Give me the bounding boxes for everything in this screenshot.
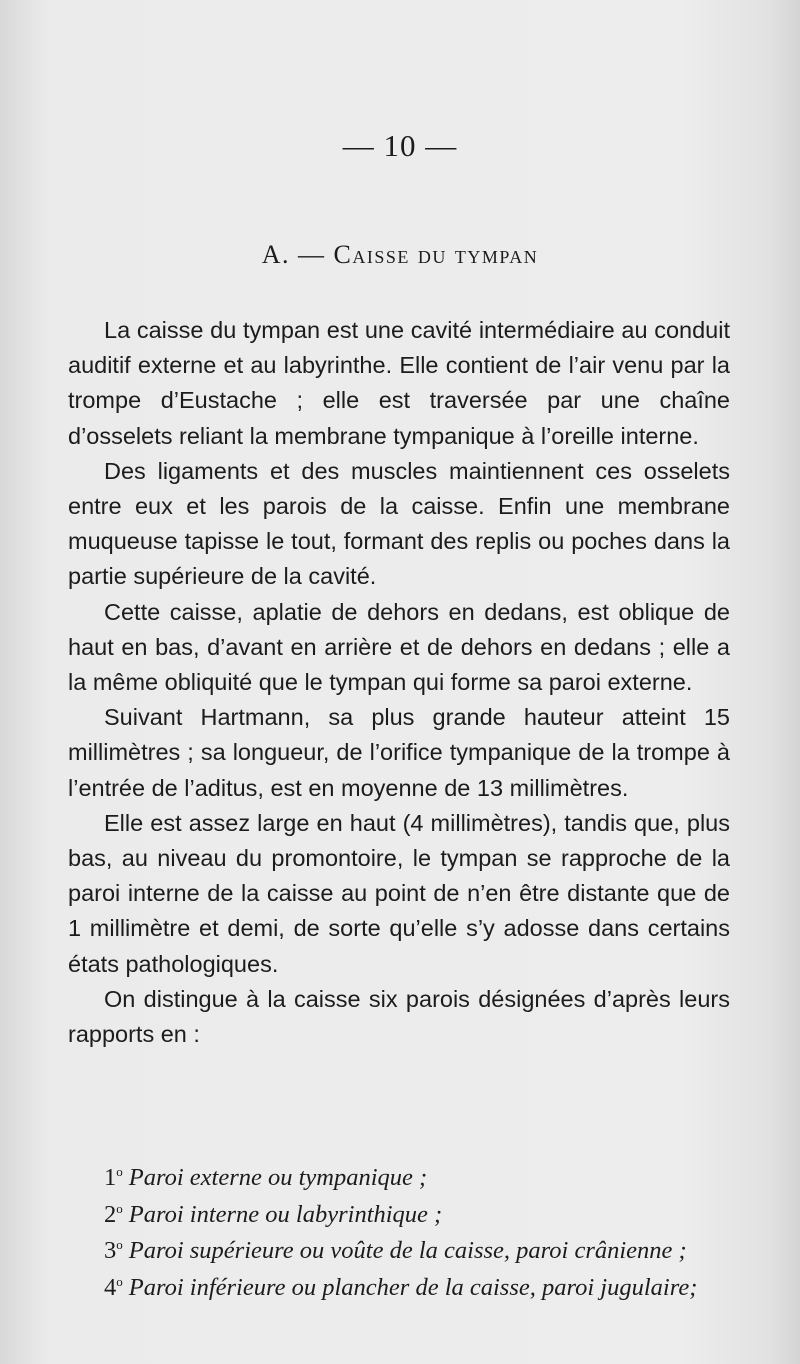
list-item-number: 4$^o$ xyxy=(104,1273,123,1301)
paragraph: La caisse du tympan est une cavité intermédiaire au conduit auditif externe et au labyrinthe. Elle contient de l’air venu par la trompe d’Eustache ; elle est traversée par une chaîne d’osselets reliant la membrane tympanique à l’oreille interne. xyxy=(68,317,730,449)
section-title: A. — Caisse du tympan xyxy=(261,240,539,269)
paragraph: On distingue à la caisse six parois désignées d’après leurs rapports en : xyxy=(68,985,730,1048)
paragraph: Suivant Hartmann, sa plus grande hauteur atteint 15 millimètres ; sa longueur, de l’orifice tympanique de la trompe à l’entrée de l’aditus, est en moyenne de 13 millimètres. xyxy=(68,704,730,801)
list-item-text: Paroi interne ou labyrinthique ; xyxy=(128,1200,443,1228)
list-item-text: Paroi inférieure ou plancher de la caisse, paroi jugulaire; xyxy=(128,1273,698,1301)
list-item-text: Paroi externe ou tympanique ; xyxy=(128,1164,428,1191)
list-item xyxy=(104,1233,744,1270)
paragraph: Des ligaments et des muscles maintiennent ces osselets entre eux et les parois de la caisse. Enfin une membrane muqueuse tapisse le tout, formant des replis ou poches dans la partie supérieure de la cavité. xyxy=(68,457,730,590)
list-item-number: 1$^o$ xyxy=(104,1163,123,1191)
list-item-number: 3$^o$ xyxy=(104,1236,123,1264)
body-text xyxy=(68,313,730,1052)
list-item xyxy=(104,1197,744,1234)
paragraph: Elle est assez large en haut (4 millimètres), tandis que, plus bas, au niveau du promontoire, le tympan se rapproche de la paroi interne de la caisse au point de n’en être distante que de 1 millimètre et demi, de sorte qu’elle s’y adosse dans certains états pathologiques. xyxy=(68,809,730,977)
list-item xyxy=(104,1160,744,1197)
list-item xyxy=(104,1270,744,1307)
list-item-text: Paroi supérieure ou voûte de la caisse, paroi crânienne ; xyxy=(128,1237,687,1264)
paragraph: Cette caisse, aplatie de dehors en dedans, est oblique de haut en bas, d’avant en arrière et de dehors en dedans ; elle a la même obliquité que le tympan qui forme sa paroi externe. xyxy=(68,598,730,696)
walls-list xyxy=(104,1160,744,1306)
list-item-number: 2$^o$ xyxy=(104,1200,123,1228)
page-number: — 10 — xyxy=(342,128,458,163)
